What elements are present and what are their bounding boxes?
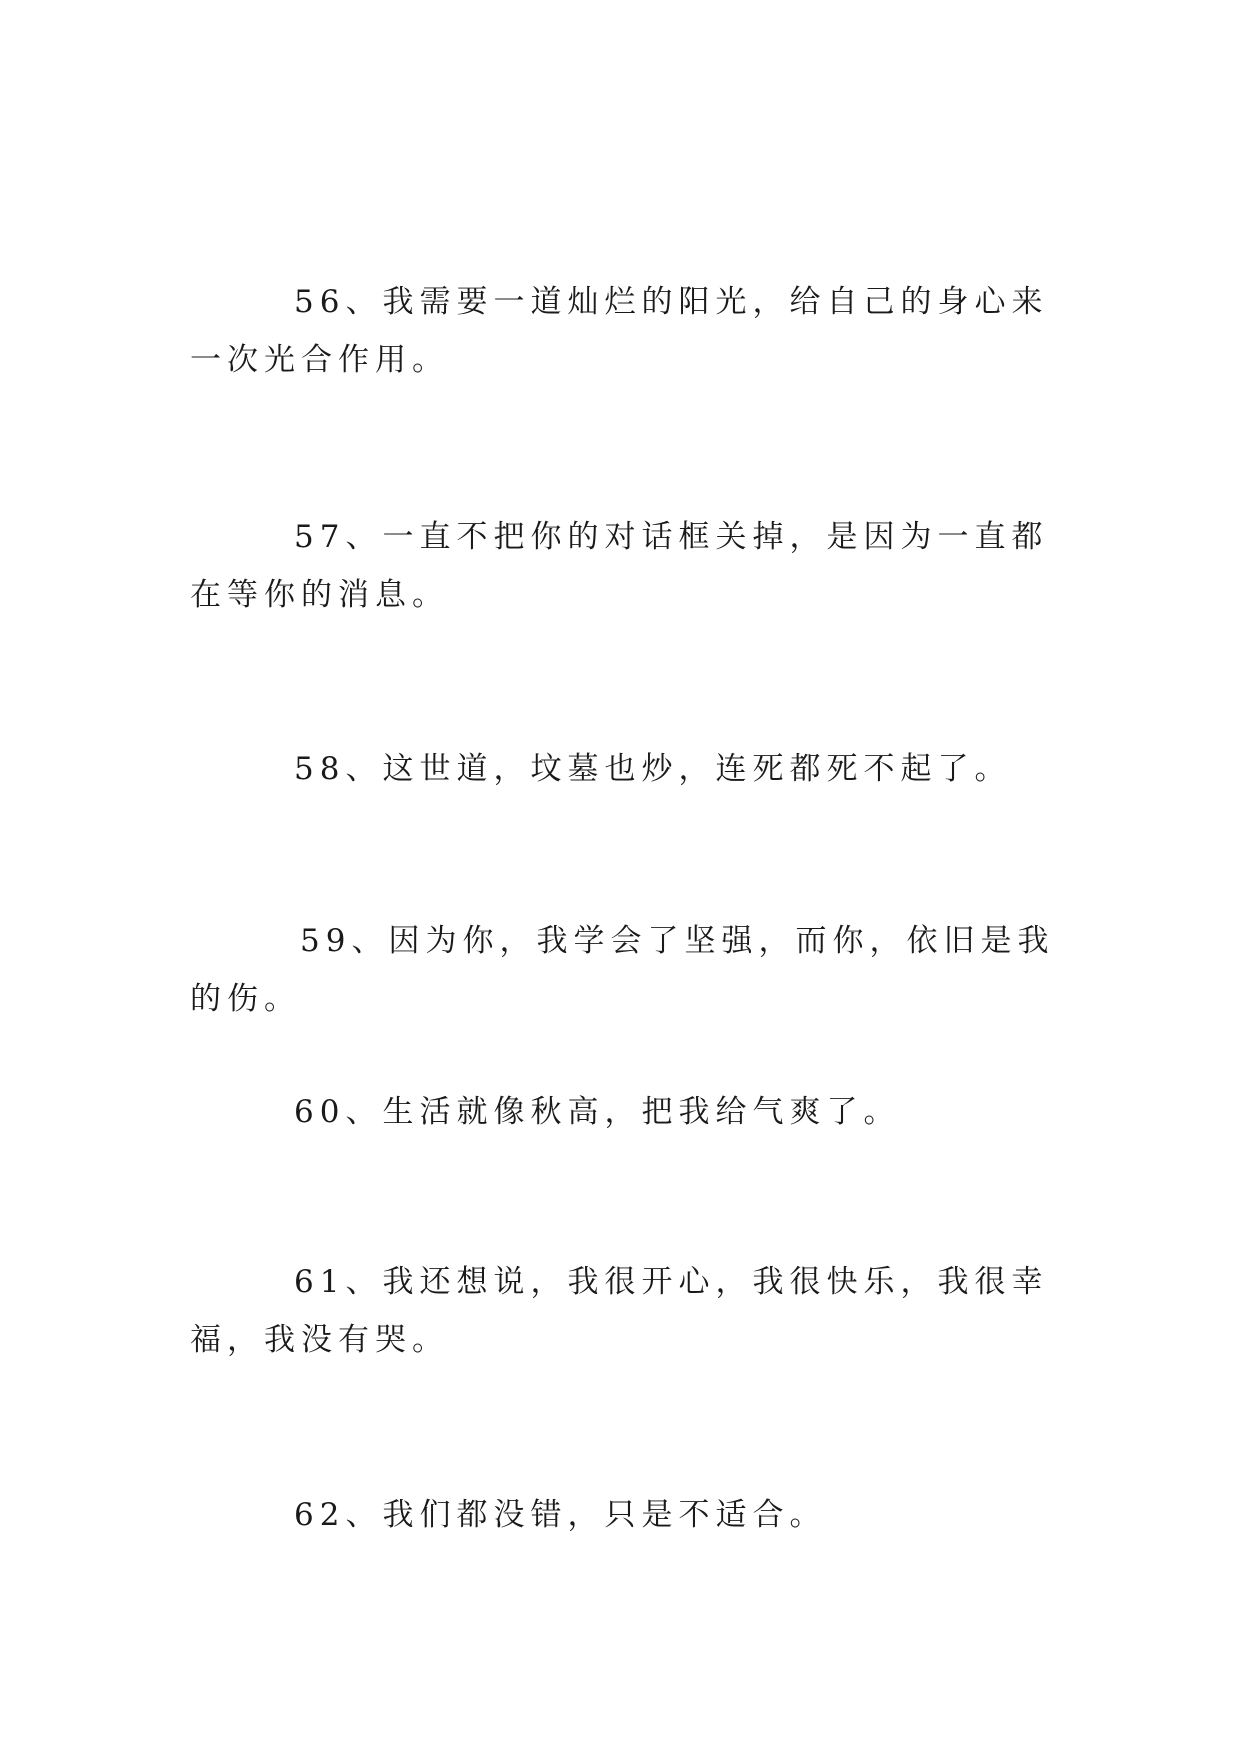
paragraph-57: 57、一直不把你的对话框关掉，是因为一直都在等你的消息。 (190, 519, 1049, 613)
paragraph-58: 58、这世道，坟墓也炒，连死都死不起了。 (294, 751, 1012, 787)
paragraph-61: 61、我还想说，我很开心，我很快乐，我很幸福，我没有哭。 (190, 1264, 1049, 1358)
paragraph-59: 59、因为你，我学会了坚强，而你，依旧是我的伤。 (190, 923, 1055, 1017)
paragraph-62: 62、我们都没错，只是不适合。 (294, 1497, 827, 1533)
paragraph-56: 56、我需要一道灿烂的阳光，给自己的身心来一次光合作用。 (190, 284, 1049, 378)
paragraph-60: 60、生活就像秋高，把我给气爽了。 (294, 1094, 901, 1130)
